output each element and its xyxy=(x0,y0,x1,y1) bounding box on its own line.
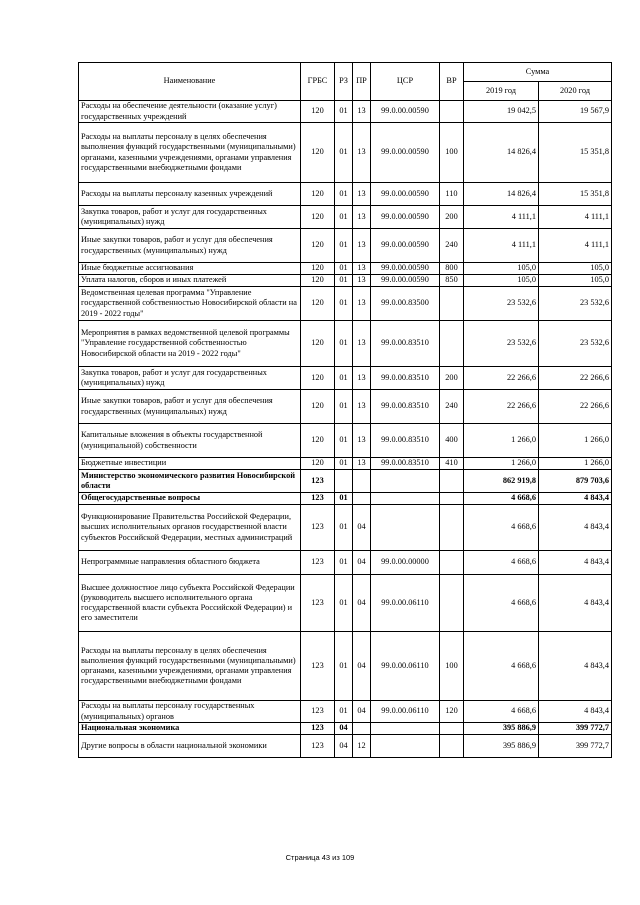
row-csr: 99.0.00.06110 xyxy=(371,632,440,701)
row-sum-2020: 15 351,8 xyxy=(539,123,612,183)
row-rz: 01 xyxy=(335,390,353,424)
row-vr: 100 xyxy=(440,123,464,183)
row-pr: 13 xyxy=(353,206,371,229)
row-grbs: 123 xyxy=(301,575,335,632)
table-row xyxy=(79,123,612,183)
table-row xyxy=(79,632,612,701)
row-grbs: 120 xyxy=(301,183,335,206)
row-vr xyxy=(440,321,464,367)
table-row xyxy=(79,101,612,123)
table-row xyxy=(79,735,612,758)
row-sum-2020: 22 266,6 xyxy=(539,367,612,390)
row-pr: 13 xyxy=(353,101,371,123)
row-sum-2020: 879 703,6 xyxy=(539,470,612,493)
row-sum-2020: 15 351,8 xyxy=(539,183,612,206)
row-rz: 01 xyxy=(335,575,353,632)
row-sum-2019: 4 668,6 xyxy=(464,505,539,551)
table-body xyxy=(79,101,612,758)
row-sum-2019: 4 668,6 xyxy=(464,493,539,505)
row-sum-2019: 105,0 xyxy=(464,275,539,287)
row-vr xyxy=(440,101,464,123)
header-rz: РЗ xyxy=(335,63,353,101)
row-sum-2019: 14 826,4 xyxy=(464,183,539,206)
row-name: Закупка товаров, работ и услуг для государственных (муниципальных) нужд xyxy=(79,367,301,390)
row-sum-2019: 1 266,0 xyxy=(464,458,539,470)
row-grbs: 120 xyxy=(301,367,335,390)
row-name: Иные закупки товаров, работ и услуг для обеспечения государственных (муниципальных) нужд xyxy=(79,390,301,424)
row-sum-2020: 105,0 xyxy=(539,263,612,275)
row-pr xyxy=(353,723,371,735)
row-grbs: 120 xyxy=(301,275,335,287)
budget-table xyxy=(78,62,612,758)
row-name: Мероприятия в рамках ведомственной целевой программы "Управление государственной собственностью Новосибирской области на 2019 - 2022 годы" xyxy=(79,321,301,367)
row-sum-2019: 4 668,6 xyxy=(464,551,539,575)
table-row xyxy=(79,367,612,390)
table-row xyxy=(79,206,612,229)
row-rz xyxy=(335,470,353,493)
row-sum-2020: 399 772,7 xyxy=(539,735,612,758)
row-vr: 240 xyxy=(440,390,464,424)
row-sum-2019: 105,0 xyxy=(464,263,539,275)
row-sum-2019: 1 266,0 xyxy=(464,424,539,458)
row-sum-2019: 862 919,8 xyxy=(464,470,539,493)
row-pr: 04 xyxy=(353,575,371,632)
row-csr: 99.0.00.00590 xyxy=(371,275,440,287)
row-rz: 01 xyxy=(335,321,353,367)
row-csr xyxy=(371,493,440,505)
row-name: Другие вопросы в области национальной экономики xyxy=(79,735,301,758)
row-rz: 01 xyxy=(335,229,353,263)
row-pr: 13 xyxy=(353,321,371,367)
row-sum-2020: 4 843,4 xyxy=(539,701,612,723)
row-sum-2020: 4 111,1 xyxy=(539,229,612,263)
row-vr xyxy=(440,493,464,505)
row-pr: 13 xyxy=(353,390,371,424)
row-name: Функционирование Правительства Российской Федерации, высших исполнительных органов государственной власти субъектов Российской Федерации, местных администраций xyxy=(79,505,301,551)
row-sum-2019: 4 668,6 xyxy=(464,701,539,723)
row-csr: 99.0.00.83510 xyxy=(371,321,440,367)
row-sum-2019: 14 826,4 xyxy=(464,123,539,183)
row-vr xyxy=(440,470,464,493)
row-name: Расходы на выплаты персоналу казенных учреждений xyxy=(79,183,301,206)
row-vr xyxy=(440,723,464,735)
row-csr: 99.0.00.00590 xyxy=(371,206,440,229)
row-rz: 01 xyxy=(335,123,353,183)
row-vr: 200 xyxy=(440,206,464,229)
row-vr: 850 xyxy=(440,275,464,287)
row-csr xyxy=(371,505,440,551)
row-name: Общегосударственные вопросы xyxy=(79,493,301,505)
row-pr: 13 xyxy=(353,458,371,470)
row-sum-2020: 105,0 xyxy=(539,275,612,287)
row-grbs: 120 xyxy=(301,101,335,123)
header-year-2020: 2020 год xyxy=(539,82,612,101)
row-name: Бюджетные инвестиции xyxy=(79,458,301,470)
row-csr: 99.0.00.83500 xyxy=(371,287,440,321)
row-name: Национальная экономика xyxy=(79,723,301,735)
row-rz: 01 xyxy=(335,632,353,701)
row-pr: 13 xyxy=(353,229,371,263)
row-sum-2020: 23 532,6 xyxy=(539,321,612,367)
row-grbs: 123 xyxy=(301,470,335,493)
header-year-2019: 2019 год xyxy=(464,82,539,101)
row-rz: 04 xyxy=(335,723,353,735)
row-rz: 01 xyxy=(335,183,353,206)
row-name: Непрограммные направления областного бюджета xyxy=(79,551,301,575)
table-row xyxy=(79,701,612,723)
row-sum-2020: 4 843,4 xyxy=(539,551,612,575)
row-vr: 120 xyxy=(440,701,464,723)
row-sum-2020: 4 843,4 xyxy=(539,632,612,701)
row-grbs: 120 xyxy=(301,321,335,367)
row-name: Расходы на выплаты персоналу государственных (муниципальных) органов xyxy=(79,701,301,723)
row-csr: 99.0.00.83510 xyxy=(371,424,440,458)
row-grbs: 120 xyxy=(301,424,335,458)
row-sum-2020: 1 266,0 xyxy=(539,424,612,458)
row-csr: 99.0.00.83510 xyxy=(371,367,440,390)
row-pr xyxy=(353,493,371,505)
row-pr: 12 xyxy=(353,735,371,758)
row-csr: 99.0.00.00000 xyxy=(371,551,440,575)
page-number: Страница 43 из 109 xyxy=(285,853,355,862)
row-pr: 04 xyxy=(353,505,371,551)
row-csr: 99.0.00.06110 xyxy=(371,575,440,632)
row-rz: 01 xyxy=(335,101,353,123)
header-name: Наименование xyxy=(79,63,301,101)
row-name: Расходы на обеспечение деятельности (оказание услуг) государственных учреждений xyxy=(79,101,301,123)
row-grbs: 120 xyxy=(301,458,335,470)
row-pr: 13 xyxy=(353,263,371,275)
table-row xyxy=(79,390,612,424)
row-pr: 13 xyxy=(353,424,371,458)
row-sum-2019: 4 111,1 xyxy=(464,206,539,229)
row-sum-2020: 23 532,6 xyxy=(539,287,612,321)
row-grbs: 120 xyxy=(301,229,335,263)
row-pr: 13 xyxy=(353,367,371,390)
row-name: Высшее должностное лицо субъекта Российской Федерации (руководитель высшего исполнительного органа государственной власти субъекта Российской Федерации) и его заместители xyxy=(79,575,301,632)
row-vr: 200 xyxy=(440,367,464,390)
row-name: Капитальные вложения в объекты государственной (муниципальной) собственности xyxy=(79,424,301,458)
row-rz: 01 xyxy=(335,275,353,287)
row-grbs: 123 xyxy=(301,735,335,758)
row-sum-2019: 19 042,5 xyxy=(464,101,539,123)
row-csr: 99.0.00.00590 xyxy=(371,101,440,123)
row-sum-2019: 23 532,6 xyxy=(464,321,539,367)
header-csr: ЦСР xyxy=(371,63,440,101)
row-vr: 400 xyxy=(440,424,464,458)
row-sum-2019: 4 111,1 xyxy=(464,229,539,263)
row-rz: 01 xyxy=(335,505,353,551)
table-row xyxy=(79,470,612,493)
row-name: Министерство экономического развития Новосибирской области xyxy=(79,470,301,493)
row-sum-2020: 22 266,6 xyxy=(539,390,612,424)
row-vr: 110 xyxy=(440,183,464,206)
row-rz: 01 xyxy=(335,287,353,321)
row-vr: 800 xyxy=(440,263,464,275)
header-sum: Сумма xyxy=(464,63,612,82)
table-row xyxy=(79,723,612,735)
row-name: Иные бюджетные ассигнования xyxy=(79,263,301,275)
row-name: Закупка товаров, работ и услуг для государственных (муниципальных) нужд xyxy=(79,206,301,229)
row-pr: 13 xyxy=(353,275,371,287)
row-grbs: 123 xyxy=(301,551,335,575)
row-rz: 01 xyxy=(335,493,353,505)
row-grbs: 120 xyxy=(301,390,335,424)
row-vr xyxy=(440,505,464,551)
row-rz: 04 xyxy=(335,735,353,758)
row-sum-2019: 395 886,9 xyxy=(464,723,539,735)
row-vr: 100 xyxy=(440,632,464,701)
row-rz: 01 xyxy=(335,367,353,390)
row-vr xyxy=(440,551,464,575)
row-sum-2020: 4 843,4 xyxy=(539,505,612,551)
table-row xyxy=(79,575,612,632)
row-name: Уплата налогов, сборов и иных платежей xyxy=(79,275,301,287)
row-name: Ведомственная целевая программа "Управление государственной собственностью Новосибирской области на 2019 - 2022 годы" xyxy=(79,287,301,321)
row-rz: 01 xyxy=(335,458,353,470)
row-rz: 01 xyxy=(335,551,353,575)
table-row xyxy=(79,458,612,470)
row-sum-2019: 4 668,6 xyxy=(464,575,539,632)
row-pr: 13 xyxy=(353,123,371,183)
row-csr xyxy=(371,723,440,735)
row-name: Расходы на выплаты персоналу в целях обеспечения выполнения функций государственными (муниципальными) органами, казенными учреждениями, органами управления государственными внебюджетными фондами xyxy=(79,632,301,701)
row-pr: 13 xyxy=(353,183,371,206)
row-grbs: 123 xyxy=(301,701,335,723)
row-pr: 04 xyxy=(353,551,371,575)
row-sum-2019: 22 266,6 xyxy=(464,390,539,424)
row-sum-2020: 4 111,1 xyxy=(539,206,612,229)
row-pr: 04 xyxy=(353,632,371,701)
row-vr: 240 xyxy=(440,229,464,263)
row-vr: 410 xyxy=(440,458,464,470)
table-row xyxy=(79,551,612,575)
row-csr: 99.0.00.00590 xyxy=(371,183,440,206)
table-row xyxy=(79,424,612,458)
row-vr xyxy=(440,575,464,632)
row-name: Иные закупки товаров, работ и услуг для обеспечения государственных (муниципальных) нужд xyxy=(79,229,301,263)
row-sum-2019: 395 886,9 xyxy=(464,735,539,758)
row-sum-2020: 4 843,4 xyxy=(539,575,612,632)
row-rz: 01 xyxy=(335,206,353,229)
row-sum-2019: 22 266,6 xyxy=(464,367,539,390)
row-csr: 99.0.00.00590 xyxy=(371,229,440,263)
row-sum-2020: 399 772,7 xyxy=(539,723,612,735)
row-csr: 99.0.00.00590 xyxy=(371,123,440,183)
row-pr xyxy=(353,470,371,493)
header-pr: ПР xyxy=(353,63,371,101)
row-pr: 04 xyxy=(353,701,371,723)
row-rz: 01 xyxy=(335,263,353,275)
table-row xyxy=(79,263,612,275)
row-grbs: 123 xyxy=(301,723,335,735)
row-grbs: 120 xyxy=(301,123,335,183)
table-row xyxy=(79,321,612,367)
header-vr: ВР xyxy=(440,63,464,101)
row-vr xyxy=(440,287,464,321)
row-grbs: 120 xyxy=(301,263,335,275)
row-grbs: 123 xyxy=(301,632,335,701)
header-grbs: ГРБС xyxy=(301,63,335,101)
row-csr xyxy=(371,735,440,758)
row-rz: 01 xyxy=(335,701,353,723)
row-sum-2020: 1 266,0 xyxy=(539,458,612,470)
row-csr: 99.0.00.83510 xyxy=(371,390,440,424)
row-sum-2019: 23 532,6 xyxy=(464,287,539,321)
row-vr xyxy=(440,735,464,758)
row-grbs: 120 xyxy=(301,206,335,229)
row-rz: 01 xyxy=(335,424,353,458)
row-pr: 13 xyxy=(353,287,371,321)
table-row xyxy=(79,183,612,206)
row-csr: 99.0.00.06110 xyxy=(371,701,440,723)
row-sum-2019: 4 668,6 xyxy=(464,632,539,701)
row-grbs: 120 xyxy=(301,287,335,321)
table-row xyxy=(79,505,612,551)
table-row xyxy=(79,493,612,505)
row-csr: 99.0.00.83510 xyxy=(371,458,440,470)
row-grbs: 123 xyxy=(301,493,335,505)
table-row xyxy=(79,287,612,321)
row-grbs: 123 xyxy=(301,505,335,551)
table-row xyxy=(79,275,612,287)
row-sum-2020: 4 843,4 xyxy=(539,493,612,505)
row-name: Расходы на выплаты персоналу в целях обеспечения выполнения функций государственными (муниципальными) органами, казенными учреждениями, органами управления государственными внебюджетными фондами xyxy=(79,123,301,183)
table-row xyxy=(79,229,612,263)
row-sum-2020: 19 567,9 xyxy=(539,101,612,123)
row-csr xyxy=(371,470,440,493)
row-csr: 99.0.00.00590 xyxy=(371,263,440,275)
